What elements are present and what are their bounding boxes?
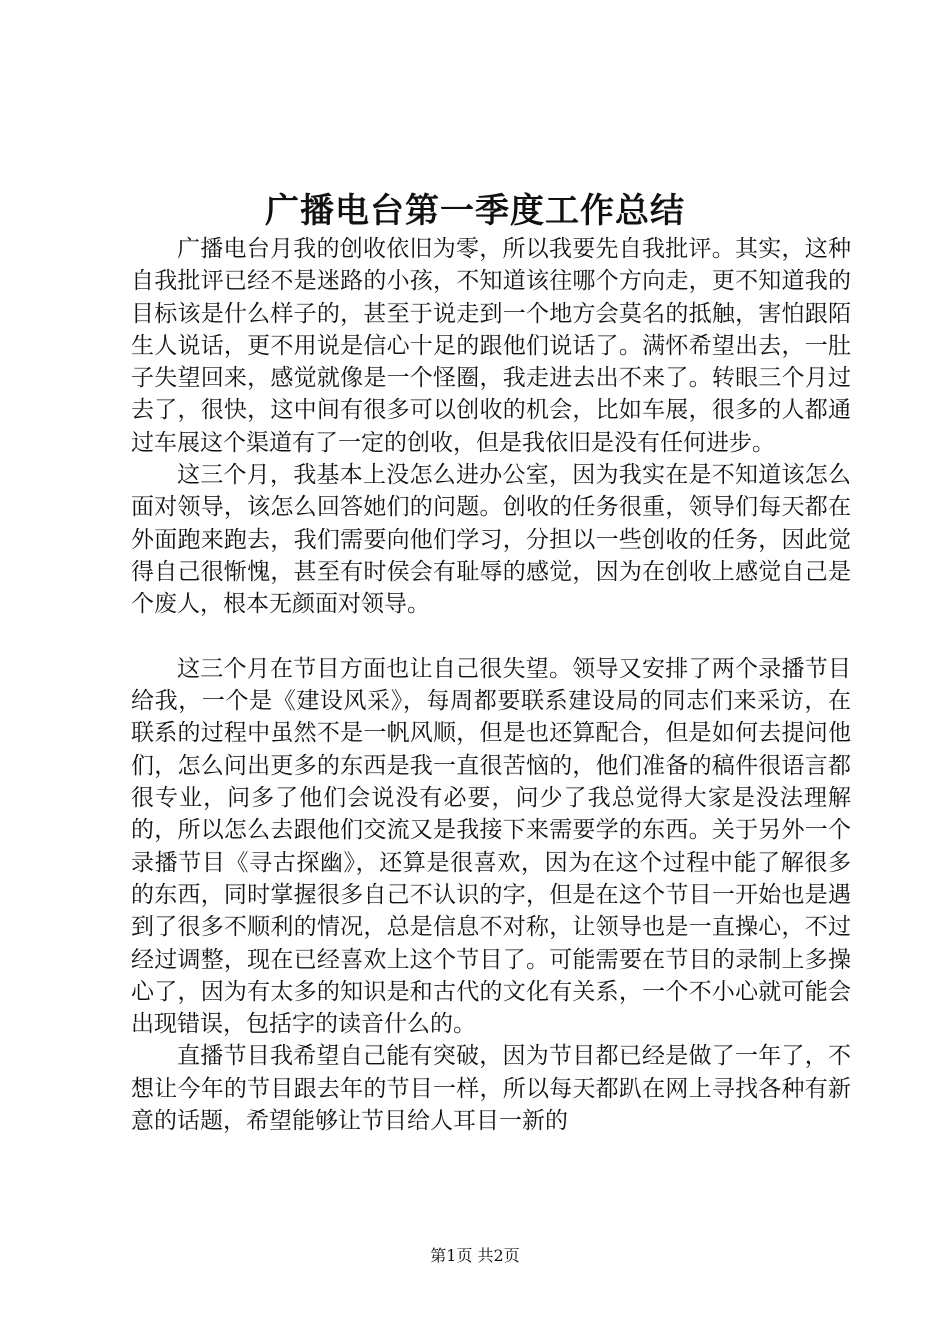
paragraph-2: 这三个月，我基本上没怎么进办公室，因为我实在是不知道该怎么面对领导，该怎么回答她们的问题。创收的任务很重，领导们每天都在外面跑来跑去，我们需要向他们学习，分担以一些创收的任务，因此觉得自己很惭愧，甚至有时侯会有耻辱的感觉，因为在创收上感觉自己是个废人，根本无颜面对领导。 — [131, 462, 851, 618]
paragraph-4: 直播节目我希望自己能有突破，因为节目都已经是做了一年了，不想让今年的节目跟去年的节目一样，所以每天都趴在网上寻找各种有新意的话题，希望能够让节目给人耳目一新的 — [131, 1043, 851, 1135]
document-body — [131, 233, 851, 1137]
page-number-footer: 第1页 共2页 — [430, 1246, 520, 1265]
document-title: 广播电台第一季度工作总结 — [265, 191, 685, 231]
paragraph-3: 这三个月在节目方面也让自己很失望。领导又安排了两个录播节目给我，一个是《建设风采》，每周都要联系建设局的同志们来采访，在联系的过程中虽然不是一帆风顺，但是也还算配合，但是如何去提问他们，怎么问出更多的东西是我一直很苦恼的，他们准备的稿件很语言都很专业，问多了他们会说没有必要，问少了我总觉得大家是没法理解的，所以怎么去跟他们交流又是我接下来需要学的东西。关于另外一个录播节目《寻古探幽》，还算是很喜欢，因为在这个过程中能了解很多的东西，同时掌握很多自己不认识的字，但是在这个节目一开始也是遇到了很多不顺利的情况，总是信息不对称，让领导也是一直操心，不过经过调整，现在已经喜欢上这个节目了。可能需要在节目的录制上多操心了，因为有太多的知识是和古代的文化有关系，一个不小心就可能会出现错误，包括字的读音什么的。 — [131, 655, 851, 1038]
paragraph-1: 广播电台月我的创收依旧为零，所以我要先自我批评。其实，这种自我批评已经不是迷路的小孩，不知道该往哪个方向走，更不知道我的目标该是什么样子的，甚至于说走到一个地方会莫名的抵触，害怕跟陌生人说话，更不用说是信心十足的跟他们说话了。满怀希望出去，一肚子失望回来，感觉就像是一个怪圈，我走进去出不来了。转眼三个月过去了，很快，这中间有很多可以创收的机会，比如车展，很多的人都通过车展这个渠道有了一定的创收，但是我依旧是没有任何进步。 — [131, 236, 851, 456]
